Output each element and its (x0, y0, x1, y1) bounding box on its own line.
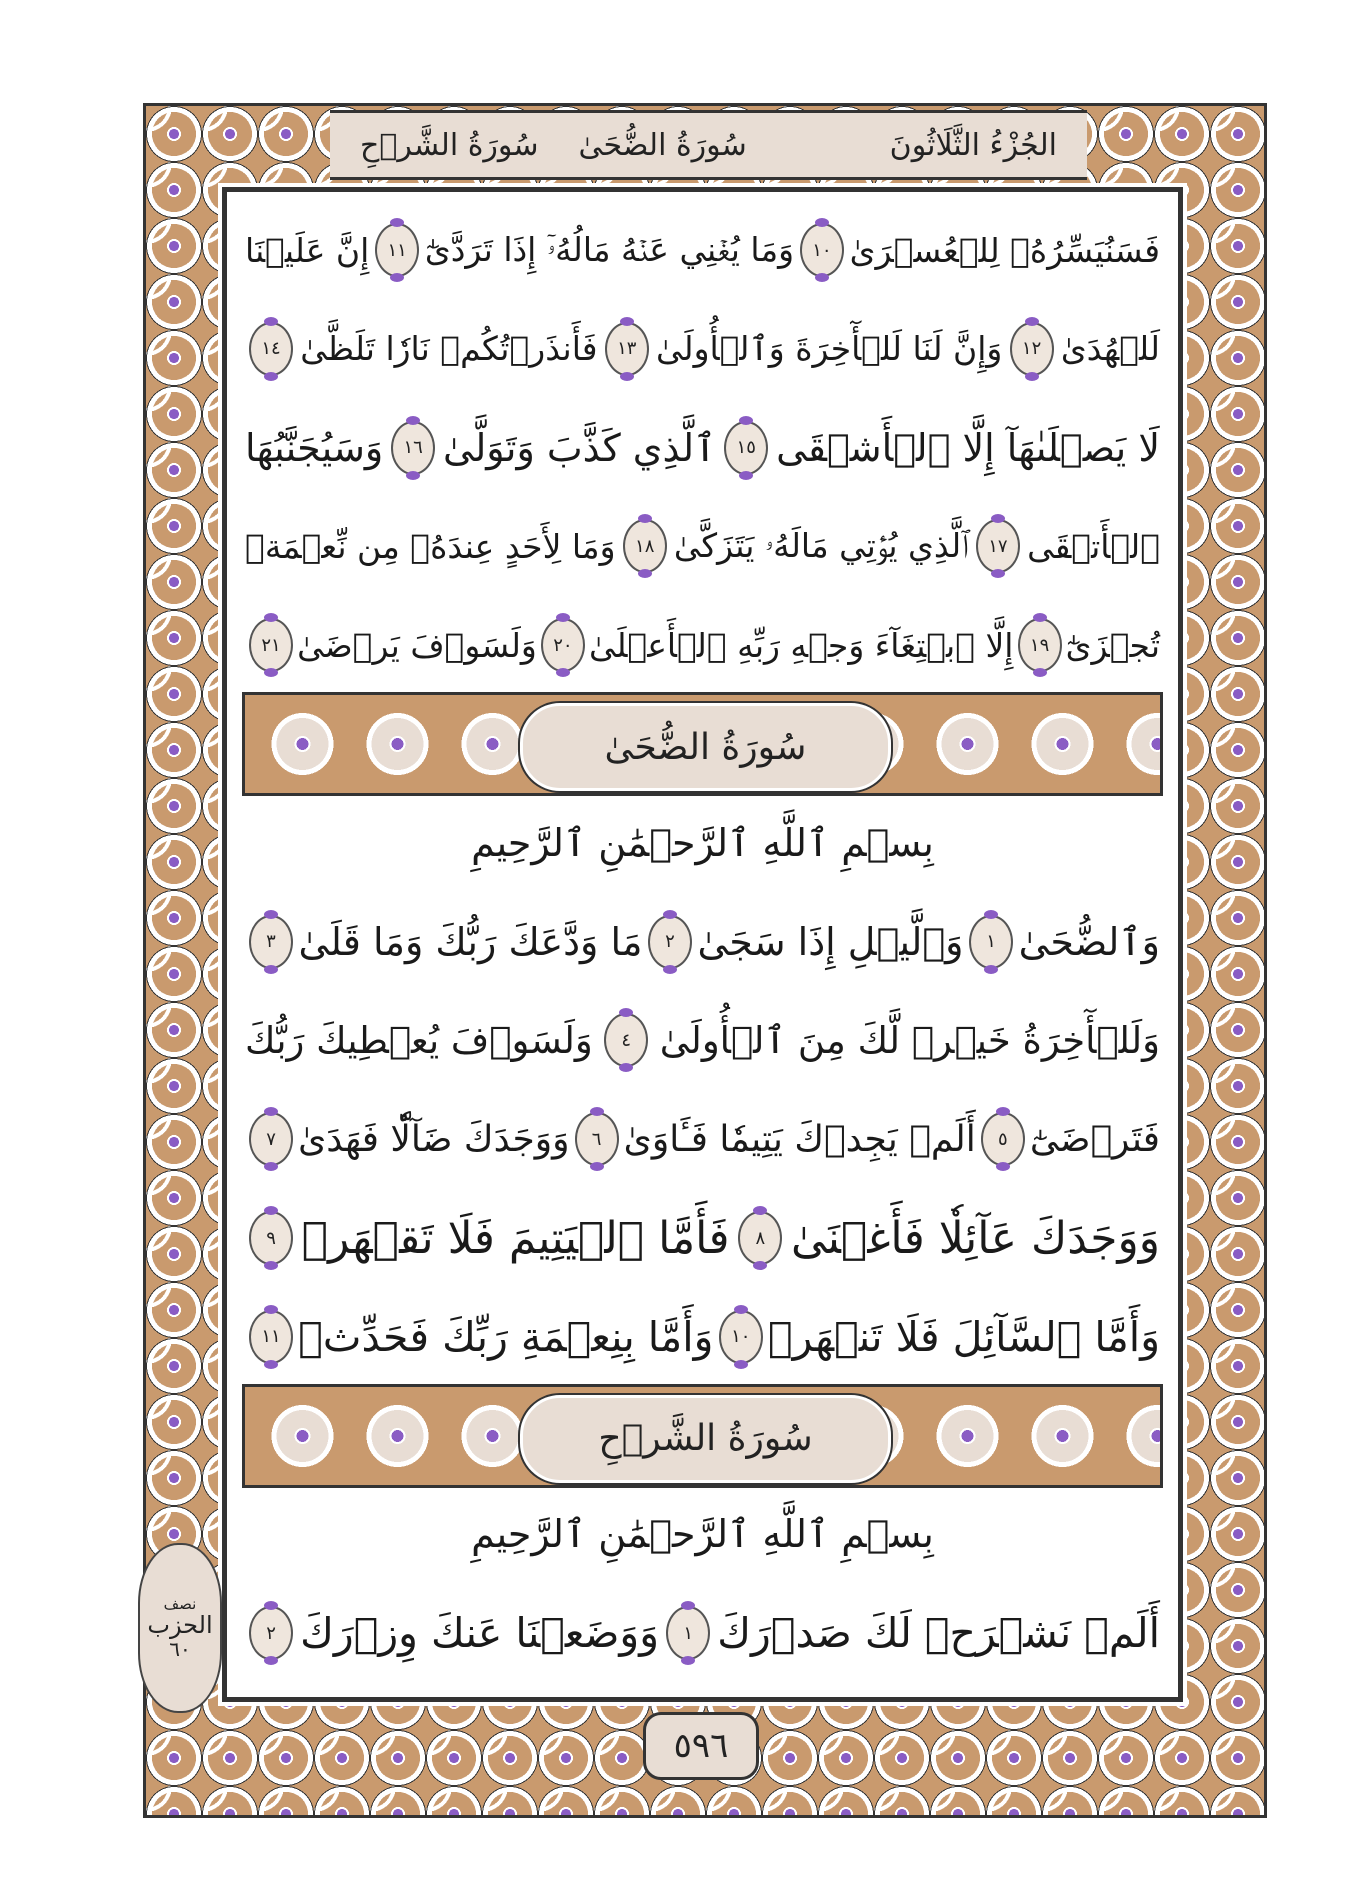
verse-number-marker: ٢ (648, 915, 692, 969)
text-line (245, 304, 1160, 394)
verse-number-marker: ١٧ (976, 519, 1020, 573)
verse-number-marker: ١٣ (605, 322, 649, 376)
verse-number-marker: ١٨ (623, 519, 667, 573)
verse-number-marker: ٨ (738, 1211, 782, 1265)
surah-title: سُورَةُ الضُّحَىٰ (520, 703, 891, 791)
verse-text: وَلَسَوۡفَ يَرۡضَىٰ (297, 625, 537, 665)
text-line (245, 1094, 1160, 1184)
verse-text: إِنَّ عَلَيۡنَا (245, 230, 370, 270)
basmala: بِسۡمِ ٱللَّهِ ٱلرَّحۡمَٰنِ ٱلرَّحِيمِ (471, 820, 934, 865)
verse-number-marker: ١١ (249, 1310, 293, 1364)
verse-text: وَٱلَّيۡلِ إِذَا سَجَىٰ (697, 919, 964, 964)
verse-number-marker: ١٠ (800, 223, 844, 277)
surah-title: سُورَةُ الشَّرۡحِ (520, 1395, 891, 1483)
verse-number-marker: ١٦ (391, 421, 435, 475)
verse-text: وَوَجَدَكَ عَآئِلٗا فَأَغۡنَىٰ (791, 1212, 1160, 1264)
verse-text: فَتَرۡضَىٰٓ (1029, 1118, 1160, 1160)
verse-text: تُجۡزَىٰٓ (1065, 625, 1160, 665)
verse-number-marker: ٢٠ (541, 618, 585, 672)
text-line (245, 600, 1160, 690)
verse-text: أَلَمۡ يَجِدۡكَ يَتِيمٗا فَـَٔاوَىٰ (623, 1118, 976, 1160)
verse-text: لَلۡهُدَىٰ (1060, 329, 1160, 369)
verse-number-marker: ٥ (981, 1112, 1025, 1166)
verse-text: وَوَجَدَكَ ضَآلّٗا فَهَدَىٰ (298, 1118, 570, 1160)
verse-text: وَإِنَّ لَنَا لَلۡأٓخِرَةَ وَٱلۡأُولَىٰ (656, 329, 1003, 369)
verse-text: إِلَّا ٱبۡتِغَآءَ وَجۡهِ رَبِّهِ ٱلۡأَعۡلَىٰ (589, 625, 1014, 665)
verse-text: وَمَا لِأَحَدٍ عِندَهُۥ مِن نِّعۡمَةٖ (245, 526, 616, 566)
verse-text: أَلَمۡ نَشۡرَحۡ لَكَ صَدۡرَكَ (717, 1609, 1160, 1658)
verse-number-marker: ٢١ (249, 618, 293, 672)
page-header (330, 110, 1087, 180)
verse-text: وَوَضَعۡنَا عَنكَ وِزۡرَكَ (300, 1609, 660, 1658)
verse-number-marker: ١ (969, 915, 1013, 969)
verse-text: وَأَمَّا بِنِعۡمَةِ رَبِّكَ فَحَدِّثۡ (298, 1312, 714, 1361)
text-line (245, 897, 1160, 987)
verse-number-marker: ١٥ (724, 421, 768, 475)
basmala: بِسۡمِ ٱللَّهِ ٱلرَّحۡمَٰنِ ٱلرَّحِيمِ (471, 1512, 934, 1557)
verse-number-marker: ١٩ (1018, 618, 1062, 672)
verse-number-marker: ٩ (249, 1211, 293, 1265)
header-surah-duha: سُورَةُ الضُّحَىٰ (578, 127, 747, 163)
verse-text: فَأَنذَرۡتُكُمۡ نَارٗا تَلَظَّىٰ (300, 329, 598, 369)
verse-number-marker: ٤ (604, 1013, 648, 1067)
verse-number-marker: ١٤ (249, 322, 293, 376)
verse-text: ٱلۡأَتۡقَى (1027, 526, 1160, 566)
hizb-number: ٦٠ (169, 1637, 191, 1662)
surah-header (242, 692, 1163, 796)
verse-number-marker: ١١ (375, 223, 419, 277)
verse-text: وَٱلضُّحَىٰ (1018, 919, 1160, 964)
verse-text: وَمَا يُغۡنِي عَنۡهُ مَالُهُۥٓ إِذَا تَرَدَّىٰٓ (424, 230, 795, 269)
verse-text: مَا وَدَّعَكَ رَبُّكَ وَمَا قَلَىٰ (298, 919, 643, 964)
verse-number-marker: ١٠ (719, 1310, 763, 1364)
verse-text: فَأَمَّا ٱلۡيَتِيمَ فَلَا تَقۡهَرۡ (301, 1212, 730, 1264)
verse-number-marker: ٧ (249, 1112, 293, 1166)
text-line (245, 1588, 1160, 1678)
verse-text: فَسَنُيَسِّرُهُۥ لِلۡعُسۡرَىٰ (849, 230, 1160, 270)
verse-text: وَلَسَوۡفَ يُعۡطِيكَ رَبُّكَ (245, 1018, 593, 1062)
verse-text: لَا يَصۡلَىٰهَآ إِلَّا ٱلۡأَشۡقَى (776, 425, 1160, 470)
text-line (245, 1193, 1160, 1283)
verse-text: وَأَمَّا ٱلسَّآئِلَ فَلَا تَنۡهَرۡ (768, 1312, 1160, 1361)
juz-title: الجُزْءُ الثَّلَاثُونَ (889, 127, 1057, 163)
text-line (245, 403, 1160, 493)
text-line (245, 995, 1160, 1085)
hizb-marker (138, 1543, 222, 1713)
verse-number-marker: ١٢ (1010, 322, 1054, 376)
verse-number-marker: ٦ (575, 1112, 619, 1166)
hizb-label-half: نصف (163, 1594, 197, 1613)
surah-header (242, 1384, 1163, 1488)
text-line (245, 205, 1160, 295)
text-line (245, 501, 1160, 591)
verse-text: ٱلَّذِي كَذَّبَ وَتَوَلَّىٰ (443, 425, 717, 470)
text-line (245, 1292, 1160, 1382)
verse-number-marker: ٣ (249, 915, 293, 969)
verse-text: وَلَلۡأٓخِرَةُ خَيۡرٞ لَّكَ مِنَ ٱلۡأُولَىٰ (659, 1018, 1160, 1062)
verse-number-marker: ١ (666, 1606, 710, 1660)
verse-number-marker: ٢ (249, 1606, 293, 1660)
verse-text: ٱلَّذِي يُؤۡتِي مَالَهُۥ يَتَزَكَّىٰ (673, 526, 969, 566)
verse-text: وَسَيُجَنَّبُهَا (245, 425, 384, 470)
header-surah-sharh: سُورَةُ الشَّرۡحِ (360, 127, 539, 163)
page-number: ٥٩٦ (643, 1712, 759, 1780)
hizb-label: الحزب (147, 1611, 213, 1640)
